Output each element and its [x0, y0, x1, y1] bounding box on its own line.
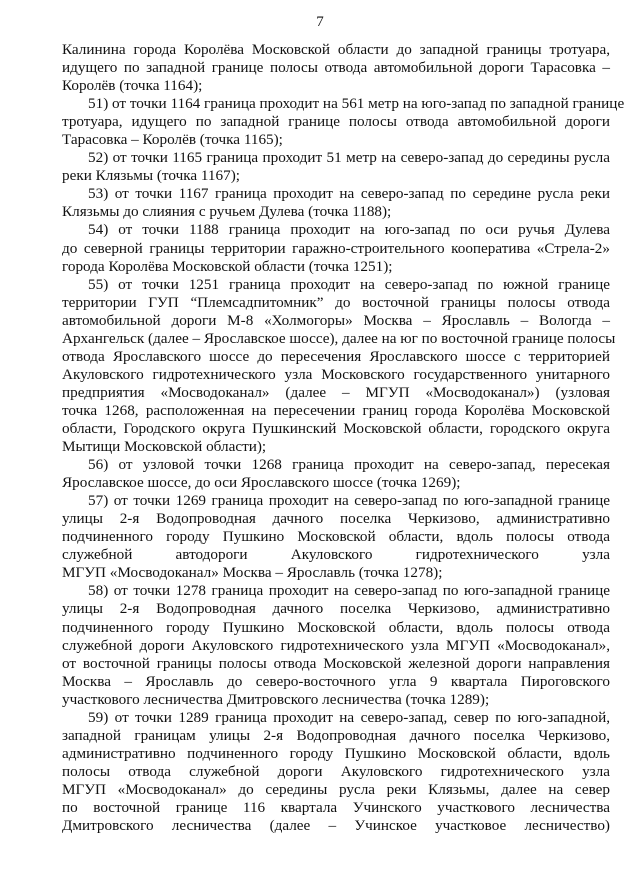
- page-number: 7: [316, 14, 324, 30]
- text-line: Мытищи Московской области);: [62, 438, 267, 456]
- text-line: Королёв (точка 1164);: [62, 77, 203, 95]
- text-line: полосы отвода служебной дороги Акуловского гидротехнического узла: [62, 762, 610, 780]
- text-line: подчиненного городу Пушкино Московской области, вдоль полосы отвода: [62, 528, 610, 546]
- text-line: служебной автодороги Акуловского гидротехнического узла: [62, 546, 610, 564]
- text-line: 52) от точки 1165 граница проходит 51 метр на северо-запад до середины русла: [88, 149, 610, 167]
- paragraph: [62, 149, 610, 185]
- text-line: Калинина города Королёва Московской области до западной границы тротуара,: [62, 41, 610, 58]
- paragraph: [62, 41, 610, 95]
- text-line: 56) от узловой точки 1268 граница проходит на северо-запад, пересекая: [88, 456, 610, 474]
- text-line: области, Городского округа Пушкинский Московской области, городского округа: [62, 419, 610, 437]
- document-body: [62, 41, 625, 835]
- text-line: 51) от точки 1164 граница проходит на 561 метр на юго-запад по западной границе: [88, 95, 625, 113]
- text-line: МГУП «Мосводоканал» до середины русла реки Клязьмы, далее на север: [62, 780, 610, 798]
- text-line: западной границам улицы 2-я Водопроводная дачного поселка Черкизово,: [62, 726, 610, 744]
- text-line: автомобильной дороги М-8 «Холмогоры» Москва – Ярославль – Вологда –: [62, 311, 610, 329]
- paragraph: [62, 492, 610, 582]
- text-line: Тарасовка – Королёв (точка 1165);: [62, 131, 283, 149]
- text-line: Ярославское шоссе, до оси Ярославского шоссе (точка 1269);: [62, 474, 461, 492]
- text-line: 55) от точки 1251 граница проходит на северо-запад по южной границе: [88, 275, 610, 293]
- text-line: города Королёва Московской области (точка 1251);: [62, 257, 393, 275]
- text-line: 57) от точки 1269 граница проходит на северо-запад по юго-западной границе: [88, 492, 610, 510]
- text-line: от восточной границы полосы отвода Московской железной дороги направления: [62, 654, 610, 672]
- text-line: улицы 2-я Водопроводная дачного поселка Черкизово, административно: [62, 600, 610, 618]
- text-line: тротуара, идущего по западной границе полосы отвода автомобильной дороги: [62, 113, 610, 131]
- text-line: Дмитровского лесничества (далее – Учинское участковое лесничество): [62, 817, 610, 835]
- text-line: реки Клязьмы (точка 1167);: [62, 167, 240, 185]
- text-line: Клязьмы до слияния с ручьем Дулева (точка 1188);: [62, 203, 392, 221]
- text-line: административно подчиненного городу Пушкино Московской области, вдоль: [62, 744, 610, 762]
- text-line: идущего по западной границе полосы отвода автомобильной дороги Тарасовка –: [62, 59, 610, 77]
- paragraph: [62, 456, 610, 492]
- text-line: точка 1268, расположенная на пересечении границ города Королёва Московской: [62, 401, 610, 419]
- paragraph: [62, 709, 610, 835]
- paragraph: [62, 582, 610, 708]
- text-line: участкового лесничества Дмитровского лесничества (точка 1289);: [62, 690, 490, 708]
- text-line: 59) от точки 1289 граница проходит на северо-запад, север по юго-западной,: [88, 708, 610, 726]
- text-line: улицы 2-я Водопроводная дачного поселка Черкизово, административно: [62, 510, 610, 528]
- paragraph: [62, 275, 616, 456]
- text-line: подчиненного городу Пушкино Московской области, вдоль полосы отвода: [62, 618, 610, 636]
- text-line: 58) от точки 1278 граница проходит на северо-запад по юго-западной границе: [88, 582, 610, 600]
- paragraph: [62, 221, 610, 275]
- text-line: 54) от точки 1188 граница проходит на юго-запад по оси ручья Дулева: [88, 221, 610, 239]
- text-line: отвода Ярославского шоссе до пересечения Ярославского шоссе с территорией: [62, 347, 610, 365]
- paragraph: [62, 95, 625, 149]
- text-line: МГУП «Мосводоканал» Москва – Ярославль (точка 1278);: [62, 564, 443, 582]
- text-line: 53) от точки 1167 граница проходит на северо-запад по середине русла реки: [88, 185, 610, 203]
- text-line: Москва – Ярославль до северо-восточного угла 9 квартала Пироговского: [62, 672, 610, 690]
- text-line: Архангельск (далее – Ярославское шоссе), далее на юг по восточной границе полосы: [62, 329, 616, 347]
- paragraph: [62, 185, 610, 221]
- text-line: служебной дороги Акуловского гидротехнического узла МГУП «Мосводоканал»,: [62, 636, 610, 654]
- text-line: Акуловского гидротехнического узла Московского государственного унитарного: [62, 365, 610, 383]
- text-line: по восточной границе 116 квартала Учинского участкового лесничества: [62, 798, 610, 816]
- text-line: территории ГУП “Племсадпитомник” до восточной границы полосы отвода: [62, 293, 610, 311]
- text-line: до северной границы территории гаражно-строительного кооператива «Стрела-2»: [62, 239, 610, 257]
- text-line: предприятия «Мосводоканал» (далее – МГУП «Мосводоканал») (узловая: [62, 383, 610, 401]
